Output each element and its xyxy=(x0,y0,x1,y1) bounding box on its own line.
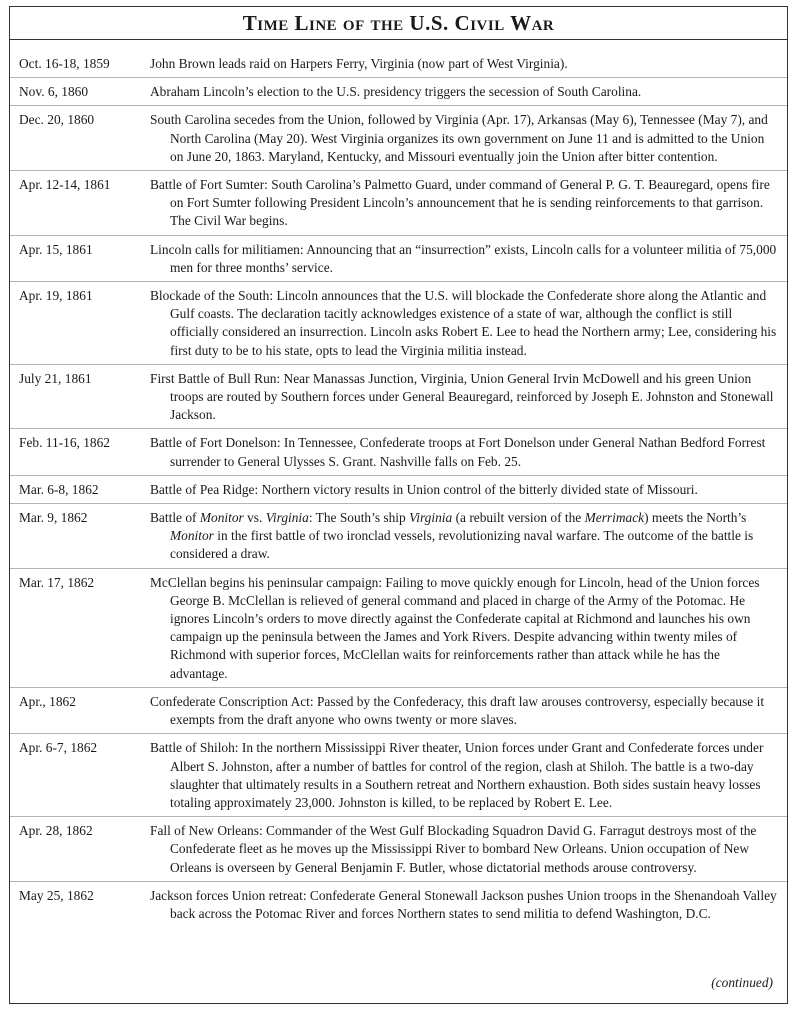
timeline-entry xyxy=(10,106,787,171)
timeline-frame xyxy=(9,6,788,1004)
timeline-entry xyxy=(10,569,787,688)
timeline-entry xyxy=(10,365,787,430)
page-title: Time Line of the U.S. Civil War xyxy=(10,7,787,40)
text-segment: vs. xyxy=(243,510,266,526)
timeline-entry xyxy=(10,78,787,106)
text-segment: ) meets the North’s xyxy=(644,510,747,526)
entry-date: July 21, 1861 xyxy=(19,370,92,386)
entry-description: Battle of Fort Sumter: South Carolina’s Palmetto Guard, under command of General P. G. T. Beauregard, opens fire on Fort Sumter following President Lincoln’s announcement that he is sending reinforcements to that garrison. The Civil War begins. xyxy=(150,177,770,229)
entry-description: Battle of Pea Ridge: Northern victory results in Union control of the bitterly divided state of Missouri. xyxy=(150,481,698,497)
entry-description: South Carolina secedes from the Union, followed by Virginia (Apr. 17), Arkansas (May 6), Tennessee (May 7), and North Carolina (May 20). West Virginia organizes its own government on June 11 and is admitted to the Union on June 20, 1863. Maryland, Kentucky, and Missouri eventually join the Union after bitter contention. xyxy=(150,112,768,164)
timeline-entry xyxy=(10,734,787,817)
entry-description: John Brown leads raid on Harpers Ferry, Virginia (now part of West Virginia). xyxy=(150,56,568,71)
entry-description xyxy=(150,509,787,564)
entry-description: Battle of Shiloh: In the northern Mississippi River theater, Union forces under Grant and Confederate forces under Albert S. Johnston, after a number of battles for control of the region, clash at Shiloh. The battle is a two-day slaughter that ultimately results in a Southern retreat and Northern exhaustion. Both sides sustain heavy losses totaling approximately 23,000. Johnston is killed, to be replaced by Robert E. Lee. xyxy=(150,740,764,810)
ship-name: Merrimack xyxy=(584,510,645,526)
entry-description: Lincoln calls for militiamen: Announcing that an “insurrection” exists, Lincoln calls for a volunteer militia of 75,000 men for three months’ service. xyxy=(150,241,777,275)
text-segment: in the first battle of two ironclad vessels, revolutionizing naval warfare. The outcome of the battle is considered a draw. xyxy=(170,528,754,562)
entry-description: Battle of Fort Donelson: In Tennessee, Confederate troops at Fort Donelson under General Nathan Bedford Forrest surrender to General Ulysses S. Grant. Nashville falls on Feb. 25. xyxy=(150,435,766,469)
timeline-entry xyxy=(10,688,787,734)
entry-date: Oct. 16-18, 1859 xyxy=(19,56,110,71)
ship-name: Monitor xyxy=(199,510,244,526)
timeline-entry xyxy=(10,236,787,282)
timeline-entry xyxy=(10,476,787,504)
timeline-entry xyxy=(10,504,787,569)
timeline-entry xyxy=(10,52,787,78)
entry-description: Blockade of the South: Lincoln announces that the U.S. will blockade the Confederate shore along the Atlantic and Gulf coasts. The declaration tacitly acknowledges existence of a state of war, although the conflict is still officially considered an insurrection. Lincoln asks Robert E. Lee to head the Northern army; Lee, considering his first duty to be to his state, opts to lead the Virginia militia instead. xyxy=(150,288,777,358)
entry-date: Apr. 19, 1861 xyxy=(19,288,93,304)
ship-name: Virginia xyxy=(409,510,453,526)
timeline-entry xyxy=(10,429,787,475)
continued-note: (continued) xyxy=(711,975,773,990)
entry-date: Apr. 12-14, 1861 xyxy=(19,177,111,193)
ship-name: Monitor xyxy=(170,528,214,544)
entry-description: Fall of New Orleans: Commander of the West Gulf Blockading Squadron David G. Farragut destroys most of the Confederate fleet as he moves up the Mississippi River to bombard New Orleans. Union occupation of New Orleans is overseen by General Benjamin F. Butler, whose dictatorial methods arouse controversy. xyxy=(150,823,757,875)
entry-date: Dec. 20, 1860 xyxy=(19,112,95,128)
entry-description: McClellan begins his peninsular campaign: Failing to move quickly enough for Lincoln, head of the Union forces George B. McClellan is relieved of general command and placed in charge of the Army of the Potomac. He ignores Lincoln’s orders to move directly against the Confederate capital at Richmond and launches his own campaign up the peninsula between the James and York Rivers. Despite advancing within twenty miles of Richmond with superior forces, McClellan waits for reinforcements rather than attack while he has the advantage. xyxy=(150,574,760,681)
entry-description: First Battle of Bull Run: Near Manassas Junction, Virginia, Union General Irvin McDowell and his green Union troops are routed by Southern forces under General Beauregard, reinforced by Joseph E. Johnston and Stonewall Jackson. xyxy=(150,370,774,423)
entry-description: Confederate Conscription Act: Passed by the Confederacy, this draft law arouses controversy, especially because it exempts from the draft anyone who owns twenty or more slaves. xyxy=(150,693,765,728)
ship-name: Virginia xyxy=(265,510,309,526)
entry-date: Mar. 6-8, 1862 xyxy=(19,481,99,497)
entry-date: Apr., 1862 xyxy=(19,693,76,709)
entry-date: Apr. 15, 1861 xyxy=(19,241,93,257)
entry-date: Feb. 11-16, 1862 xyxy=(19,435,111,451)
text-segment: : The South’s ship xyxy=(308,510,410,526)
timeline-entry xyxy=(10,282,787,365)
entry-date: Mar. 9, 1862 xyxy=(19,510,88,526)
entry-date: Apr. 6-7, 1862 xyxy=(19,740,98,756)
timeline-entry xyxy=(10,171,787,236)
entry-date: May 25, 1862 xyxy=(19,887,94,903)
entry-description: Abraham Lincoln’s election to the U.S. presidency triggers the secession of South Carolina. xyxy=(150,84,642,100)
timeline-entry xyxy=(10,882,787,927)
entry-date: Mar. 17, 1862 xyxy=(19,574,95,590)
timeline-entry xyxy=(10,817,787,882)
text-segment: Battle of xyxy=(150,510,200,526)
entry-date: Apr. 28, 1862 xyxy=(19,823,93,839)
text-segment: (a rebuilt version of the xyxy=(452,510,585,526)
timeline-list xyxy=(10,40,787,927)
entry-date: Nov. 6, 1860 xyxy=(19,84,89,100)
entry-description: Jackson forces Union retreat: Confederate General Stonewall Jackson pushes Union troops in the Shenandoah Valley back across the Potomac River and forces Northern states to send militia to defend Washington, D.C. xyxy=(150,887,777,921)
